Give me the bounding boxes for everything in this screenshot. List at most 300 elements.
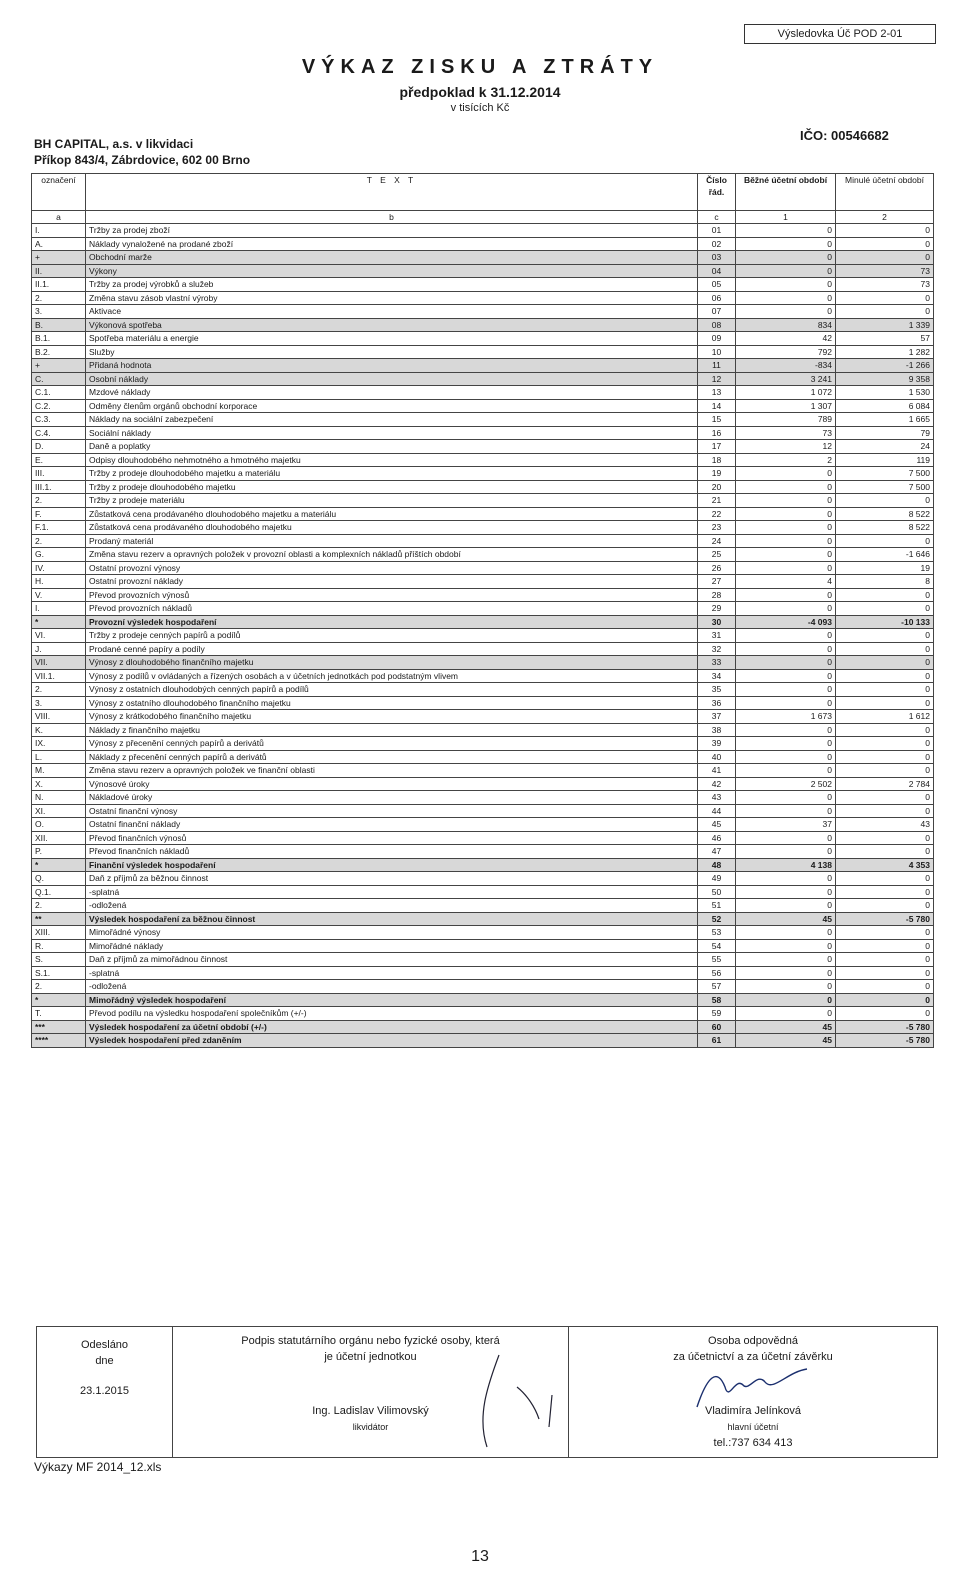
row-text: Ostatní finanční náklady [86, 818, 698, 832]
header-b: b [86, 211, 698, 224]
table-row [32, 683, 934, 697]
table-row [32, 912, 934, 926]
row-previous-period: -10 133 [836, 615, 934, 629]
table-row [32, 372, 934, 386]
row-previous-period: 0 [836, 602, 934, 616]
row-mark: **** [32, 1034, 86, 1048]
row-number: 28 [698, 588, 736, 602]
row-previous-period: 0 [836, 251, 934, 265]
header-oznaceni: označení [32, 174, 86, 211]
row-number: 18 [698, 453, 736, 467]
row-current-period: 0 [736, 467, 836, 481]
row-number: 40 [698, 750, 736, 764]
row-text: Náklady z přecenění cenných papírů a derivátů [86, 750, 698, 764]
row-current-period: -834 [736, 359, 836, 373]
row-text: Tržby z prodeje dlouhodobého majetku a materiálu [86, 467, 698, 481]
row-text: Daně a poplatky [86, 440, 698, 454]
table-row [32, 413, 934, 427]
row-previous-period: 6 084 [836, 399, 934, 413]
row-mark: I. [32, 602, 86, 616]
row-current-period: -4 093 [736, 615, 836, 629]
row-current-period: 792 [736, 345, 836, 359]
row-text: Převod finančních výnosů [86, 831, 698, 845]
header-minule: Minulé účetní období [836, 174, 934, 211]
table-row [32, 305, 934, 319]
table-row [32, 710, 934, 724]
row-current-period: 0 [736, 804, 836, 818]
row-number: 49 [698, 872, 736, 886]
row-text: Změna stavu zásob vlastní výroby [86, 291, 698, 305]
row-current-period: 0 [736, 224, 836, 238]
row-mark: ** [32, 912, 86, 926]
row-previous-period: 2 784 [836, 777, 934, 791]
row-current-period: 1 072 [736, 386, 836, 400]
row-text: Odpisy dlouhodobého nehmotného a hmotného majetku [86, 453, 698, 467]
table-row [32, 332, 934, 346]
row-text: Tržby z prodeje cenných papírů a podílů [86, 629, 698, 643]
table-row [32, 696, 934, 710]
table-row [32, 507, 934, 521]
row-number: 37 [698, 710, 736, 724]
row-mark: C.3. [32, 413, 86, 427]
row-mark: XI. [32, 804, 86, 818]
row-number: 05 [698, 278, 736, 292]
sign-label-line1: Podpis statutárního orgánu nebo fyzické osoby, která [241, 1335, 500, 1347]
resp-role: hlavní účetní [727, 1422, 779, 1432]
row-number: 50 [698, 885, 736, 899]
row-previous-period: -1 646 [836, 548, 934, 562]
table-row [32, 845, 934, 859]
row-previous-period: 24 [836, 440, 934, 454]
company-address: Příkop 843/4, Zábrdovice, 602 00 Brno [34, 153, 251, 167]
row-text: Daň z příjmů za běžnou činnost [86, 872, 698, 886]
row-text: Převod provozních nákladů [86, 602, 698, 616]
accountant-signature [677, 1357, 827, 1417]
row-mark: P. [32, 845, 86, 859]
row-mark: D. [32, 440, 86, 454]
row-mark: N. [32, 791, 86, 805]
row-number: 22 [698, 507, 736, 521]
header-a: a [32, 211, 86, 224]
row-text: Prodané cenné papíry a podíly [86, 642, 698, 656]
row-previous-period: 0 [836, 966, 934, 980]
row-current-period: 37 [736, 818, 836, 832]
row-number: 61 [698, 1034, 736, 1048]
row-text: Výsledek hospodaření za účetní období (+/-) [86, 1020, 698, 1034]
row-mark: 2. [32, 683, 86, 697]
table-row [32, 521, 934, 535]
row-current-period: 0 [736, 737, 836, 751]
row-current-period: 0 [736, 845, 836, 859]
row-text: Osobní náklady [86, 372, 698, 386]
row-number: 19 [698, 467, 736, 481]
table-row [32, 1007, 934, 1021]
row-current-period: 1 307 [736, 399, 836, 413]
row-text: Mimořádné výnosy [86, 926, 698, 940]
row-previous-period: -1 266 [836, 359, 934, 373]
row-mark: J. [32, 642, 86, 656]
table-row [32, 939, 934, 953]
row-number: 15 [698, 413, 736, 427]
row-number: 01 [698, 224, 736, 238]
table-row [32, 534, 934, 548]
table-row [32, 386, 934, 400]
table-row [32, 467, 934, 481]
sent-label-dne: dne [95, 1355, 114, 1367]
row-number: 38 [698, 723, 736, 737]
row-number: 32 [698, 642, 736, 656]
row-previous-period: 0 [836, 750, 934, 764]
row-current-period: 4 138 [736, 858, 836, 872]
sent-date: 23.1.2015 [80, 1385, 129, 1397]
row-text: Tržby z prodeje dlouhodobého majetku [86, 480, 698, 494]
row-previous-period: 0 [836, 899, 934, 913]
row-text: Spotřeba materiálu a energie [86, 332, 698, 346]
row-current-period: 0 [736, 251, 836, 265]
table-row [32, 264, 934, 278]
row-previous-period: 0 [836, 305, 934, 319]
row-number: 07 [698, 305, 736, 319]
row-number: 03 [698, 251, 736, 265]
row-previous-period: 0 [836, 1007, 934, 1021]
row-current-period: 0 [736, 683, 836, 697]
row-number: 13 [698, 386, 736, 400]
row-mark: B. [32, 318, 86, 332]
row-mark: 3. [32, 696, 86, 710]
row-text: -odložená [86, 899, 698, 913]
row-text: Výnosy z podílů v ovládaných a řízených osobách a v účetních jednotkách pod podstatným vlivem [86, 669, 698, 683]
row-mark: 2. [32, 291, 86, 305]
row-text: Obchodní marže [86, 251, 698, 265]
row-current-period: 0 [736, 656, 836, 670]
table-row [32, 804, 934, 818]
row-mark: + [32, 359, 86, 373]
row-number: 53 [698, 926, 736, 940]
report-subtitle: předpoklad k 31.12.2014 [399, 84, 561, 100]
row-previous-period: 0 [836, 845, 934, 859]
row-mark: 2. [32, 899, 86, 913]
row-previous-period: 0 [836, 764, 934, 778]
signature-footer [36, 1326, 938, 1458]
header-c: c [698, 211, 736, 224]
row-previous-period: 8 [836, 575, 934, 589]
row-current-period: 0 [736, 939, 836, 953]
row-previous-period: 0 [836, 683, 934, 697]
row-number: 47 [698, 845, 736, 859]
row-mark: C.4. [32, 426, 86, 440]
row-number: 48 [698, 858, 736, 872]
row-current-period: 0 [736, 764, 836, 778]
row-current-period: 0 [736, 291, 836, 305]
table-row [32, 953, 934, 967]
row-previous-period: 0 [836, 939, 934, 953]
table-row [32, 723, 934, 737]
row-number: 39 [698, 737, 736, 751]
row-current-period: 45 [736, 1020, 836, 1034]
row-text: -odložená [86, 980, 698, 994]
row-current-period: 0 [736, 750, 836, 764]
row-previous-period: 43 [836, 818, 934, 832]
row-mark: C. [32, 372, 86, 386]
row-text: Změna stavu rezerv a opravných položek ve finanční oblasti [86, 764, 698, 778]
row-previous-period: 73 [836, 278, 934, 292]
row-text: Výsledek hospodaření před zdaněním [86, 1034, 698, 1048]
row-text: Převod provozních výnosů [86, 588, 698, 602]
row-text: Ostatní finanční výnosy [86, 804, 698, 818]
row-current-period: 0 [736, 642, 836, 656]
row-number: 21 [698, 494, 736, 508]
row-previous-period: 1 665 [836, 413, 934, 427]
table-row [32, 588, 934, 602]
table-row [32, 1020, 934, 1034]
table-row [32, 318, 934, 332]
row-text: Výkony [86, 264, 698, 278]
row-text: Výnosy z dlouhodobého finančního majetku [86, 656, 698, 670]
table-row [32, 764, 934, 778]
row-number: 35 [698, 683, 736, 697]
row-previous-period: 0 [836, 669, 934, 683]
row-mark: F.1. [32, 521, 86, 535]
table-row [32, 237, 934, 251]
row-text: Zůstatková cena prodávaného dlouhodobého majetku [86, 521, 698, 535]
header-bezne: Běžné účetní období [736, 174, 836, 211]
row-current-period: 0 [736, 264, 836, 278]
resp-label-line2: za účetnictví a za účetní závěrku [673, 1351, 833, 1363]
table-row [32, 602, 934, 616]
profit-loss-table [31, 173, 934, 1048]
row-number: 52 [698, 912, 736, 926]
row-previous-period: 4 353 [836, 858, 934, 872]
row-number: 10 [698, 345, 736, 359]
table-row [32, 453, 934, 467]
sign-label-line2: je účetní jednotkou [324, 1351, 417, 1363]
row-mark: XIII. [32, 926, 86, 940]
resp-tel: tel.:737 634 413 [713, 1437, 793, 1449]
row-current-period: 0 [736, 494, 836, 508]
row-text: Provozní výsledek hospodaření [86, 615, 698, 629]
row-mark: Q.1. [32, 885, 86, 899]
row-previous-period: 0 [836, 885, 934, 899]
row-text: Výsledek hospodaření za běžnou činnost [86, 912, 698, 926]
table-row [32, 224, 934, 238]
table-row [32, 642, 934, 656]
row-mark: C.2. [32, 399, 86, 413]
row-current-period: 0 [736, 305, 836, 319]
row-current-period: 2 [736, 453, 836, 467]
row-current-period: 3 241 [736, 372, 836, 386]
row-mark: C.1. [32, 386, 86, 400]
row-mark: VII. [32, 656, 86, 670]
row-previous-period: 8 522 [836, 507, 934, 521]
row-current-period: 0 [736, 872, 836, 886]
row-mark: A. [32, 237, 86, 251]
table-row [32, 777, 934, 791]
table-row [32, 359, 934, 373]
row-text: Tržby za prodej výrobků a služeb [86, 278, 698, 292]
row-previous-period: 0 [836, 953, 934, 967]
row-text: Prodaný materiál [86, 534, 698, 548]
row-previous-period: 0 [836, 494, 934, 508]
row-mark: K. [32, 723, 86, 737]
row-previous-period: 7 500 [836, 480, 934, 494]
row-text: Ostatní provozní náklady [86, 575, 698, 589]
row-number: 16 [698, 426, 736, 440]
row-number: 44 [698, 804, 736, 818]
row-current-period: 0 [736, 534, 836, 548]
table-row [32, 615, 934, 629]
row-text: Převod podílu na výsledku hospodaření společníkům (+/-) [86, 1007, 698, 1021]
row-number: 06 [698, 291, 736, 305]
table-row [32, 629, 934, 643]
report-title: VÝKAZ ZISKU A ZTRÁTY [301, 56, 659, 78]
row-current-period: 0 [736, 980, 836, 994]
row-current-period: 789 [736, 413, 836, 427]
row-mark: III.1. [32, 480, 86, 494]
company-block [34, 136, 250, 168]
row-text: Mzdové náklady [86, 386, 698, 400]
row-number: 31 [698, 629, 736, 643]
row-mark: 2. [32, 980, 86, 994]
row-current-period: 73 [736, 426, 836, 440]
row-mark: + [32, 251, 86, 265]
row-previous-period: 0 [836, 224, 934, 238]
row-mark: E. [32, 453, 86, 467]
row-previous-period: 0 [836, 831, 934, 845]
row-mark: G. [32, 548, 86, 562]
row-number: 59 [698, 1007, 736, 1021]
row-text: Výnosy z krátkodobého finančního majetku [86, 710, 698, 724]
row-current-period: 45 [736, 912, 836, 926]
row-mark: 2. [32, 494, 86, 508]
row-number: 08 [698, 318, 736, 332]
row-mark: L. [32, 750, 86, 764]
row-text: Ostatní provozní výnosy [86, 561, 698, 575]
row-mark: 2. [32, 534, 86, 548]
file-name: Výkazy MF 2014_12.xls [34, 1460, 162, 1474]
row-text: Tržby z prodeje materiálu [86, 494, 698, 508]
row-previous-period: 0 [836, 696, 934, 710]
row-mark: *** [32, 1020, 86, 1034]
row-previous-period: 1 612 [836, 710, 934, 724]
row-mark: O. [32, 818, 86, 832]
table-row [32, 750, 934, 764]
table-row [32, 345, 934, 359]
row-mark: T. [32, 1007, 86, 1021]
row-number: 46 [698, 831, 736, 845]
row-text: Daň z příjmů za mimořádnou činnost [86, 953, 698, 967]
sent-label: Odesláno [80, 1339, 129, 1351]
header-1: 1 [736, 211, 836, 224]
row-previous-period: 0 [836, 588, 934, 602]
report-units: v tisících Kč [450, 102, 510, 114]
header-row [32, 174, 934, 211]
table-row [32, 656, 934, 670]
table-row [32, 278, 934, 292]
row-previous-period: 0 [836, 237, 934, 251]
row-text: Náklady z finančního majetku [86, 723, 698, 737]
row-mark: B.1. [32, 332, 86, 346]
row-previous-period: 1 530 [836, 386, 934, 400]
row-mark: Q. [32, 872, 86, 886]
row-number: 30 [698, 615, 736, 629]
row-text: Odměny členům orgánů obchodní korporace [86, 399, 698, 413]
row-previous-period: -5 780 [836, 912, 934, 926]
row-current-period: 0 [736, 602, 836, 616]
row-current-period: 1 673 [736, 710, 836, 724]
row-mark: R. [32, 939, 86, 953]
table-row [32, 818, 934, 832]
row-number: 60 [698, 1020, 736, 1034]
row-text: Náklady na sociální zabezpečení [86, 413, 698, 427]
row-number: 14 [698, 399, 736, 413]
row-text: Výnosy z přecenění cenných papírů a derivátů [86, 737, 698, 751]
table-row [32, 561, 934, 575]
row-text: -splatná [86, 966, 698, 980]
row-mark: F. [32, 507, 86, 521]
row-mark: V. [32, 588, 86, 602]
row-text: Sociální náklady [86, 426, 698, 440]
row-mark: S.1. [32, 966, 86, 980]
row-text: Finanční výsledek hospodaření [86, 858, 698, 872]
row-previous-period: 79 [836, 426, 934, 440]
row-number: 20 [698, 480, 736, 494]
company-ico: IČO: 00546682 [800, 128, 889, 143]
row-mark: * [32, 858, 86, 872]
row-text: Náklady vynaložené na prodané zboží [86, 237, 698, 251]
row-previous-period: 0 [836, 642, 934, 656]
header-2: 2 [836, 211, 934, 224]
row-text: Výnosy z ostatního dlouhodobého finančního majetku [86, 696, 698, 710]
row-number: 55 [698, 953, 736, 967]
row-current-period: 12 [736, 440, 836, 454]
page-number: 13 [471, 1548, 489, 1565]
row-mark: VI. [32, 629, 86, 643]
row-current-period: 0 [736, 548, 836, 562]
row-number: 58 [698, 993, 736, 1007]
row-current-period: 0 [736, 588, 836, 602]
table-row [32, 669, 934, 683]
row-current-period: 0 [736, 521, 836, 535]
row-number: 26 [698, 561, 736, 575]
row-previous-period: 9 358 [836, 372, 934, 386]
table-row [32, 251, 934, 265]
row-previous-period: -5 780 [836, 1020, 934, 1034]
row-current-period: 0 [736, 966, 836, 980]
resp-label-line1: Osoba odpovědná [708, 1335, 798, 1347]
row-mark: III. [32, 467, 86, 481]
header-cislo: Číslo řád. [698, 174, 736, 211]
table-row [32, 872, 934, 886]
table-row [32, 885, 934, 899]
table-row [32, 440, 934, 454]
row-mark: IV. [32, 561, 86, 575]
row-previous-period: 0 [836, 737, 934, 751]
row-current-period: 0 [736, 1007, 836, 1021]
row-text: Mimořádné náklady [86, 939, 698, 953]
row-mark: VII.1. [32, 669, 86, 683]
row-current-period: 0 [736, 885, 836, 899]
row-current-period: 0 [736, 831, 836, 845]
row-previous-period: 19 [836, 561, 934, 575]
row-number: 43 [698, 791, 736, 805]
table-row [32, 858, 934, 872]
row-text: Zůstatková cena prodávaného dlouhodobého majetku a materiálu [86, 507, 698, 521]
row-mark: XII. [32, 831, 86, 845]
row-number: 02 [698, 237, 736, 251]
table-row [32, 831, 934, 845]
row-number: 42 [698, 777, 736, 791]
row-previous-period: 1 282 [836, 345, 934, 359]
